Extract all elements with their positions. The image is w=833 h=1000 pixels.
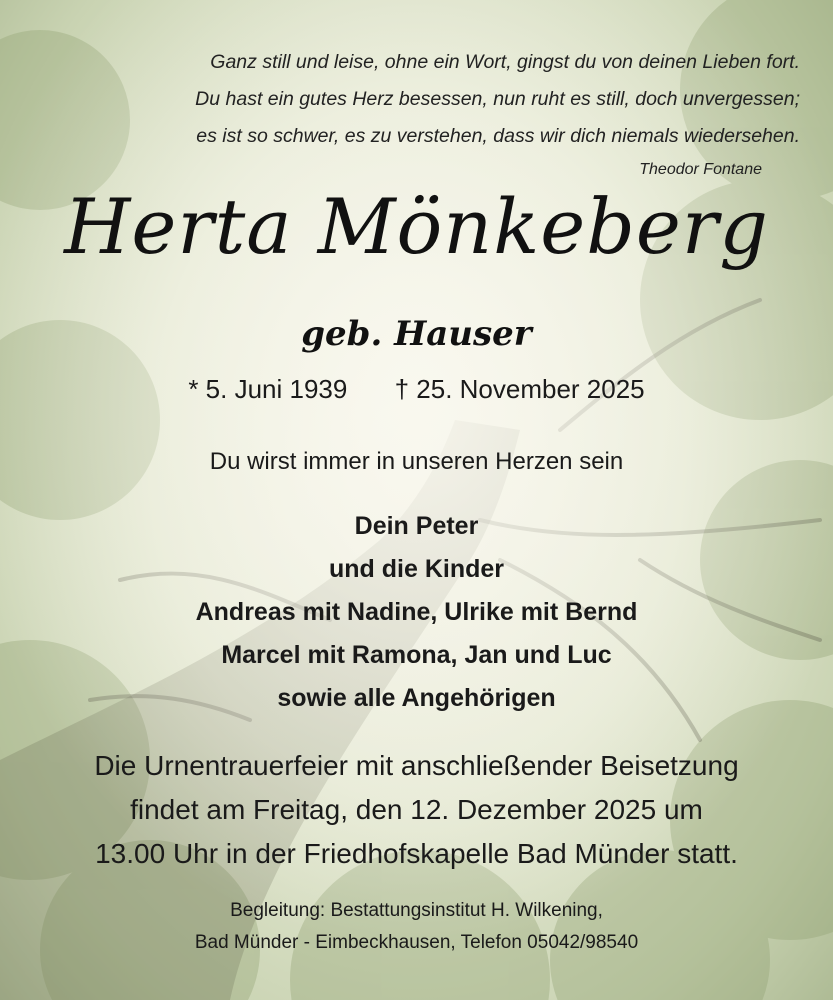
maiden-name: geb. Hauser — [301, 314, 532, 354]
birth-date: * 5. Juni 1939 — [188, 374, 348, 404]
mourner-line: Dein Peter — [354, 512, 479, 540]
poem-line: Ganz still und leise, ohne ein Wort, gingst du von deinen Lieben fort. — [210, 51, 800, 73]
undertaker-line: Begleitung: Bestattungsinstitut H. Wilkening, — [230, 900, 603, 921]
mourner-line: Marcel mit Ramona, Jan und Luc — [221, 641, 612, 669]
service-line: 13.00 Uhr in der Friedhofskapelle Bad Münder statt. — [95, 838, 738, 869]
mourner-line: sowie alle Angehörigen — [277, 684, 556, 712]
motto-text: Du wirst immer in unseren Herzen sein — [209, 448, 624, 475]
poem-line: es ist so schwer, es zu verstehen, dass wir dich niemals wiedersehen. — [196, 125, 800, 147]
deceased-name: Herta Mönkeberg — [64, 182, 769, 271]
mourner-line: Andreas mit Nadine, Ulrike mit Bernd — [195, 598, 638, 626]
poem-block — [40, 44, 800, 183]
life-dates — [0, 374, 833, 405]
service-line: findet am Freitag, den 12. Dezember 2025 um — [130, 794, 703, 825]
mourner-line: und die Kinder — [329, 555, 504, 583]
service-line: Die Urnentrauerfeier mit anschließender Beisetzung — [94, 750, 739, 781]
death-date: † 25. November 2025 — [394, 374, 645, 404]
undertaker-info — [0, 895, 833, 959]
undertaker-line: Bad Münder - Eimbeckhausen, Telefon 05042/98540 — [194, 932, 639, 953]
mourners-list — [0, 505, 833, 720]
service-info — [0, 744, 833, 876]
poem-author: Theodor Fontane — [639, 161, 762, 178]
poem-line: Du hast ein gutes Herz besessen, nun ruht es still, doch unvergessen; — [195, 88, 800, 110]
